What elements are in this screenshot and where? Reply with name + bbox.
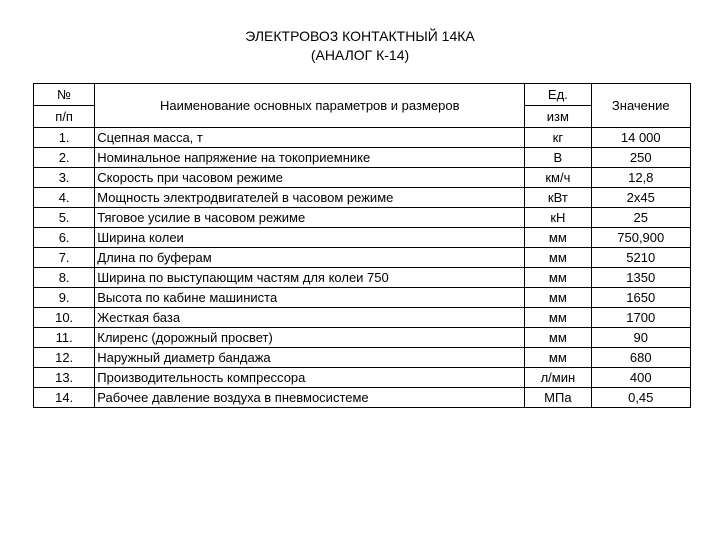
row-num: 1. (34, 128, 95, 148)
table-row (34, 308, 691, 328)
document-title-line-2: (АНАЛОГ К-14) (310, 47, 410, 63)
row-unit: мм (525, 228, 591, 248)
row-num: 10. (34, 308, 95, 328)
row-unit: л/мин (525, 368, 591, 388)
row-name: Ширина по выступающим частям для колеи 750 (95, 268, 525, 288)
row-name: Рабочее давление воздуха в пневмосистеме (95, 388, 525, 408)
row-value: 2х45 (591, 188, 690, 208)
row-unit: мм (525, 268, 591, 288)
table-row (34, 228, 691, 248)
table-row (34, 188, 691, 208)
row-num: 3. (34, 168, 95, 188)
parameters-table (33, 83, 691, 408)
row-num: 6. (34, 228, 95, 248)
row-unit: мм (525, 308, 591, 328)
table-row (34, 388, 691, 408)
row-value: 750,900 (591, 228, 690, 248)
row-num: 13. (34, 368, 95, 388)
row-name: Высота по кабине машиниста (95, 288, 525, 308)
table-row (34, 248, 691, 268)
table-row (34, 368, 691, 388)
header-num-line-2: п/п (34, 106, 95, 128)
row-unit: км/ч (525, 168, 591, 188)
row-unit: кВт (525, 188, 591, 208)
row-value: 14 000 (591, 128, 690, 148)
table-row (34, 348, 691, 368)
row-value: 250 (591, 148, 690, 168)
row-name: Тяговое усилие в часовом режиме (95, 208, 525, 228)
table-row (34, 148, 691, 168)
row-unit: В (525, 148, 591, 168)
row-unit: мм (525, 288, 591, 308)
header-unit-line-1: Ед. (525, 84, 591, 106)
row-num: 4. (34, 188, 95, 208)
row-unit: кН (525, 208, 591, 228)
row-num: 8. (34, 268, 95, 288)
row-unit: кг (525, 128, 591, 148)
table-row (34, 328, 691, 348)
row-unit: мм (525, 328, 591, 348)
header-name: Наименование основных параметров и размеров (95, 84, 525, 128)
row-unit: мм (525, 348, 591, 368)
row-value: 25 (591, 208, 690, 228)
row-value: 5210 (591, 248, 690, 268)
row-num: 11. (34, 328, 95, 348)
row-name: Производительность компрессора (95, 368, 525, 388)
table-row (34, 168, 691, 188)
row-name: Ширина колеи (95, 228, 525, 248)
table-row (34, 268, 691, 288)
row-value: 400 (591, 368, 690, 388)
table-header-row-1 (34, 84, 691, 106)
row-value: 12,8 (591, 168, 690, 188)
row-name: Номинальное напряжение на токоприемнике (95, 148, 525, 168)
row-value: 0,45 (591, 388, 690, 408)
table-row (34, 208, 691, 228)
header-num-line-1: № (34, 84, 95, 106)
row-value: 90 (591, 328, 690, 348)
row-num: 7. (34, 248, 95, 268)
row-name: Мощность электродвигателей в часовом режиме (95, 188, 525, 208)
row-value: 1650 (591, 288, 690, 308)
row-unit: МПа (525, 388, 591, 408)
row-name: Сцепная масса, т (95, 128, 525, 148)
table-row (34, 288, 691, 308)
row-num: 5. (34, 208, 95, 228)
row-num: 9. (34, 288, 95, 308)
table-row (34, 128, 691, 148)
row-name: Клиренс (дорожный просвет) (95, 328, 525, 348)
row-value: 680 (591, 348, 690, 368)
header-value: Значение (591, 84, 690, 128)
row-unit: мм (525, 248, 591, 268)
row-name: Длина по буферам (95, 248, 525, 268)
row-name: Жесткая база (95, 308, 525, 328)
document-title-line-1: ЭЛЕКТРОВОЗ КОНТАКТНЫЙ 14КА (245, 28, 475, 44)
header-unit-line-2: изм (525, 106, 591, 128)
row-num: 12. (34, 348, 95, 368)
row-num: 2. (34, 148, 95, 168)
row-name: Скорость при часовом режиме (95, 168, 525, 188)
row-num: 14. (34, 388, 95, 408)
row-value: 1350 (591, 268, 690, 288)
row-value: 1700 (591, 308, 690, 328)
row-name: Наружный диаметр бандажа (95, 348, 525, 368)
